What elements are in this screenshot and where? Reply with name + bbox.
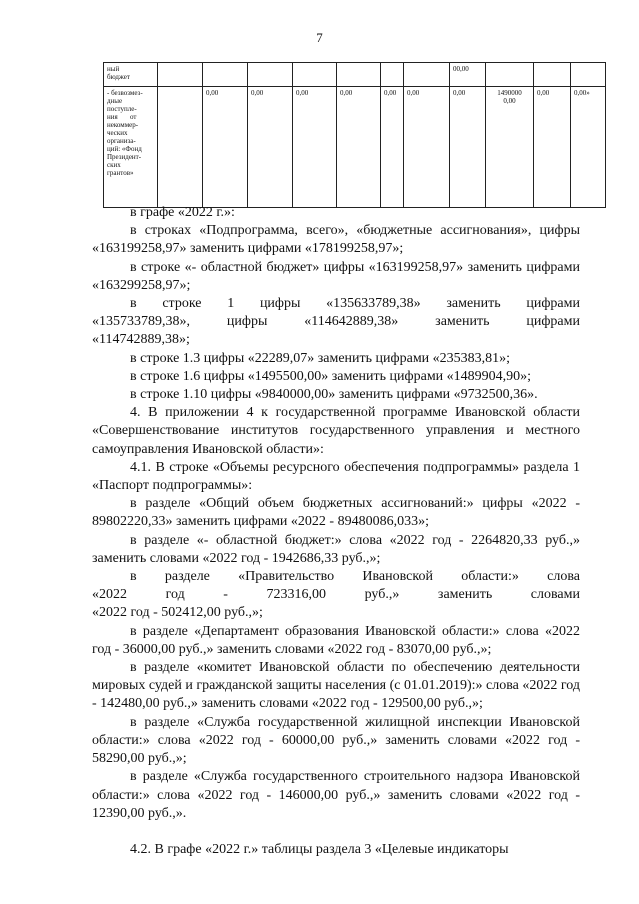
table-cell: 0,00 — [450, 87, 486, 208]
budget-table — [103, 62, 606, 208]
table-cell: 0,00 — [248, 87, 293, 208]
table-cell — [158, 63, 203, 87]
document-body — [92, 204, 580, 859]
table-cell: 00,00 — [450, 63, 486, 87]
row-label-line: грантов» — [107, 169, 134, 177]
table-cell — [337, 63, 381, 87]
paragraph-line: «2022 год - 502412,00 руб.,»; — [92, 605, 263, 621]
paragraph: в разделе «- областной бюджет:» слова «2022 год - 2264820,33 руб.,» заменить словами «2022 год - 1942686,33 руб.,»; — [92, 532, 580, 566]
paragraph: в разделе «Департамент образования Ивановской области:» слова «2022 год - 36000,00 руб.,» заменить словами «2022 год - 83070,00 руб.,»; — [92, 623, 580, 657]
row-label-line: ный — [107, 65, 120, 73]
row-label-line: ния от — [107, 113, 137, 121]
paragraph-line: «2022 год - 723316,00 руб.,» заменить словами — [92, 587, 580, 603]
row-label-line: некоммер- — [107, 121, 139, 129]
paragraph-line: в строке 1 цифры «135633789,38» заменить цифрами — [130, 296, 580, 312]
paragraph: в разделе «Служба государственной жилищной инспекции Ивановской области:» слова «2022 год - 60000,00 руб.,» заменить словами «2022 год - 58290,00 руб.,»; — [92, 714, 580, 767]
table-cell — [486, 63, 534, 87]
page-number: 7 — [316, 30, 323, 45]
table-cell: 0,00 — [293, 87, 337, 208]
row-label-line: дные — [107, 97, 123, 105]
paragraph-line: «114742889,38»; — [92, 332, 190, 348]
table-cell: 0,00 — [381, 87, 404, 208]
row-label-line: ций: «Фонд — [107, 145, 142, 153]
table-cell — [203, 63, 248, 87]
table-cell: 0,00 — [203, 87, 248, 208]
row-label-line: поступле- — [107, 105, 137, 113]
table-cell — [534, 63, 571, 87]
table-cell — [158, 87, 203, 208]
paragraph: в разделе «комитет Ивановской области по обеспечению деятельности мировых судей и гражданской защиты населения (с 01.01.2019):» слова «2022 год - 142480,00 руб.,» заменить словами «2022 год - 129500,00 руб.,»; — [92, 660, 580, 712]
paragraph: в разделе «Служба государственного строительного надзора Ивановской области:» слова «2022 год - 146000,00 руб.,» заменить словами «2022 год - 12390,00 руб.,». — [92, 769, 580, 821]
paragraph-line: в разделе «Правительство Ивановской области:» слова — [130, 569, 580, 585]
paragraph: в разделе «Общий объем бюджетных ассигнований:» цифры «2022 - 89802220,33» заменить цифрами «2022 - 89480086,033»; — [92, 496, 580, 530]
paragraph: в строках «Подпрограмма, всего», «бюджетные ассигнования», цифры «163199258,97» заменить цифрами «178199258,97»; — [92, 223, 580, 257]
table-row — [104, 63, 606, 87]
paragraph-line: «135733789,38», цифры «114642889,38» заменить цифрами — [92, 314, 580, 330]
paragraph: 4.1. В строке «Объемы ресурсного обеспечения подпрограммы» раздела 1 «Паспорт подпрограммы»: — [92, 459, 580, 494]
paragraph: в строке 1.10 цифры «9840000,00» заменить цифрами «9732500,36». — [130, 387, 538, 403]
paragraph: в строке «- областной бюджет» цифры «163199258,97» заменить цифрами «163299258,97»; — [92, 259, 580, 293]
table-cell: 0,00 — [534, 87, 571, 208]
row-label-line: ческих — [107, 129, 128, 137]
budget-table-fragment — [103, 62, 606, 208]
row-label-line: организа- — [107, 137, 136, 145]
row-label-line: ских — [107, 161, 121, 169]
table-cell — [381, 63, 404, 87]
paragraph — [92, 295, 580, 350]
table-row — [104, 87, 606, 208]
table-cell: 0,00 — [404, 87, 450, 208]
table-cell: 0,00 — [337, 87, 381, 208]
paragraph: 4.2. В графе «2022 г.» таблицы раздела 3 «Целевые индикаторы — [130, 841, 509, 857]
table-cell: 0,00» — [571, 87, 606, 208]
row-label-cell — [104, 87, 158, 208]
paragraph: в строке 1.3 цифры «22289,07» заменить цифрами «235383,81»; — [130, 350, 511, 366]
row-label-line: Президент- — [107, 153, 142, 161]
table-cell — [248, 63, 293, 87]
table-cell — [293, 63, 337, 87]
row-label-line: бюджет — [107, 73, 130, 81]
paragraph: 4. В приложении 4 к государственной программе Ивановской области «Совершенствование институтов государственного управления и местного самоуправления Ивановской области»: — [92, 405, 580, 457]
paragraph: в строке 1.6 цифры «1495500,00» заменить цифрами «1489904,90»; — [130, 368, 532, 384]
paragraph: в графе «2022 г.»: — [130, 205, 235, 220]
table-cell — [404, 63, 450, 87]
table-cell — [571, 63, 606, 87]
table-cell: 1490000 0,00 — [486, 87, 534, 208]
row-label-line: - безвозмез- — [107, 89, 143, 97]
paragraph — [92, 568, 580, 623]
row-label-cell — [104, 63, 158, 87]
